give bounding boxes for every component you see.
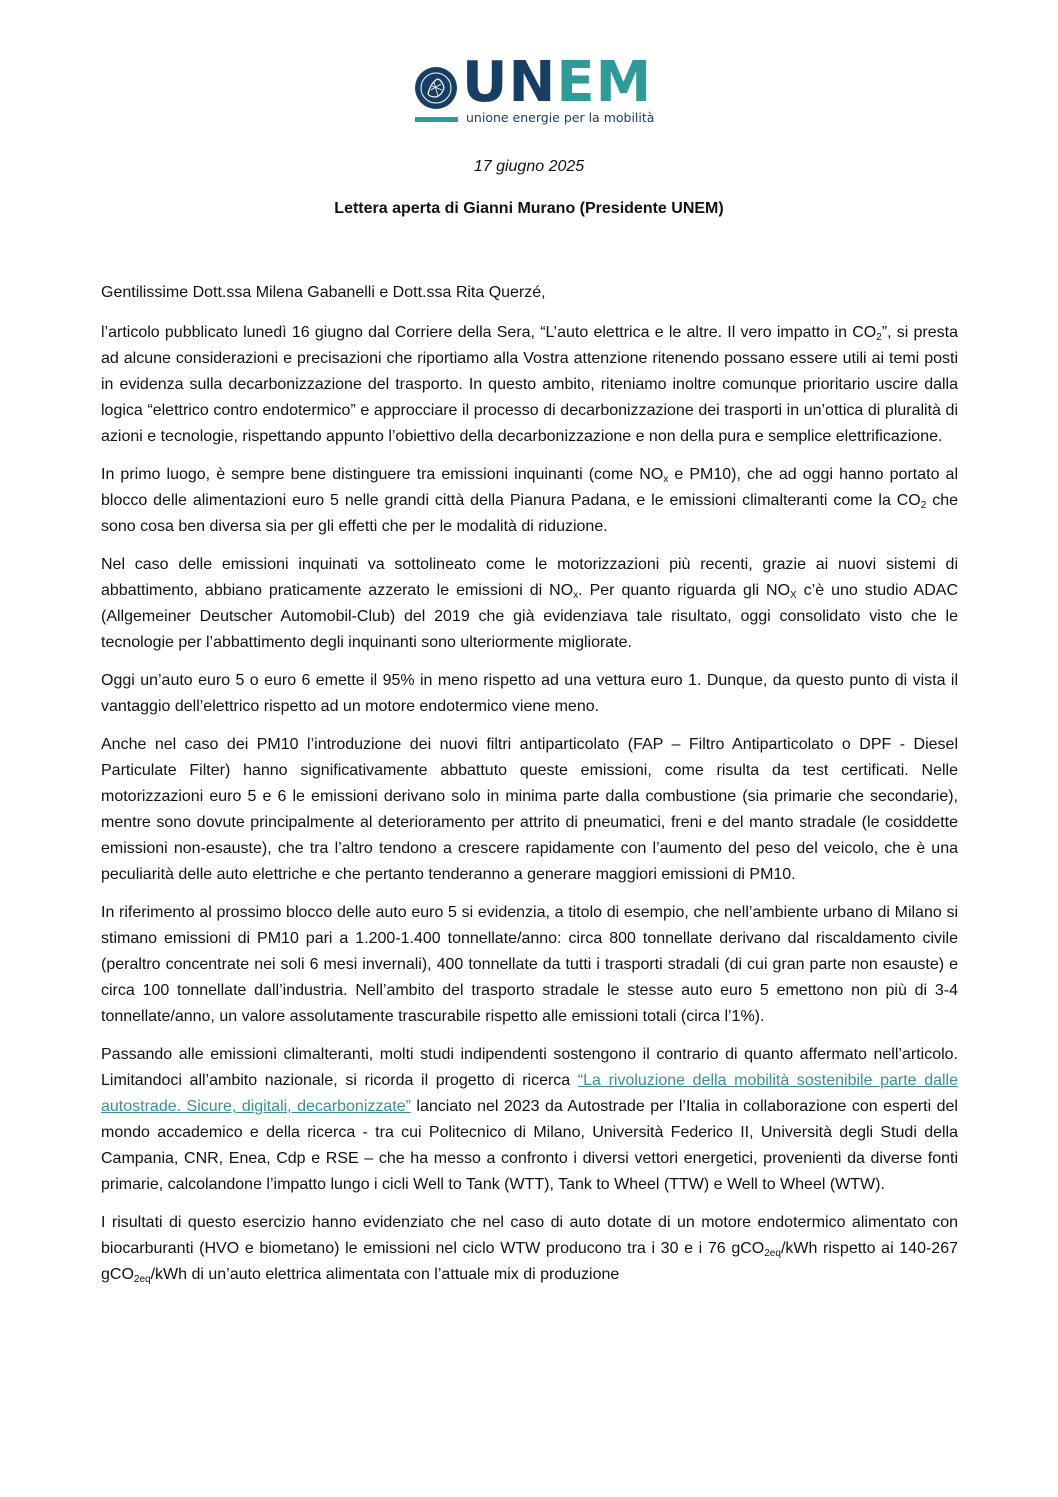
p7-text-a: Passando alle emissioni climalteranti, molti studi indipendenti sostengono il contrario di quanto affermato nell’articolo. Limitandoci all’ambito nazionale, si ricorda il progetto di ricerca [101, 1046, 958, 1089]
p2-text-c: che sono cosa ben diversa sia per gli effetti che per le modalità di riduzione. [101, 492, 959, 535]
paragraph-5: Anche nel caso dei PM10 l’introduzione dei nuovi filtri antiparticolato (FAP – Filtro Antiparticolato o DPF - Diesel Particulate Filter) hanno significativamente abbattuto queste emissioni, come risulta da test certificati. Nelle motorizzazioni euro 5 e 6 le emissioni derivano solo in minima parte dalla combustione (sia primarie che secondarie), mentre sono dovute principalmente al deterioramento per attrito di pneumatici, freni e del manto stradale (le cosiddette emissioni non-esauste), che tra l’altro tendono a crescere rapidamente con l’aumento del peso del veicolo, che è una peculiarità delle auto elettriche e che pertanto tenderanno a generare maggiori emissioni di PM10. [101, 736, 958, 883]
paragraph-7 [101, 1042, 958, 1198]
letter-heading: Lettera aperta di Gianni Murano (Presidente UNEM) [334, 200, 724, 217]
p3-subscript-1: x [573, 590, 579, 601]
p2-text-b: e PM10), che ad oggi hanno portato al blocco delle alimentazioni euro 5 nelle grandi città della Pianura Padana, e le emissioni climalteranti come la CO [101, 466, 958, 509]
salutation: Gentilissime Dott.ssa Milena Gabanelli e Dott.ssa Rita Querzé, [101, 284, 546, 301]
letter-body [101, 280, 958, 1300]
p1-text-b: ”, si presta ad alcune considerazioni e precisazioni che riportiamo alla Vostra attenzione ritenendo possano essere utili ai temi posti in evidenza sulla decarbonizzazione del trasporto. In questo ambito, riteniamo inoltre comunque prioritario uscire dalla logica “elettrico contro endotermico” e approcciare il processo di decarbonizzazione dei trasporti in un’ottica di pluralità di azioni e tecnologie, rispettando appunto l’obiettivo della decarbonizzazione e non della pura e semplice elettrificazione. [101, 324, 958, 445]
paragraph-2 [101, 462, 958, 540]
p8-text-b: /kWh rispetto ai 140-267 gCO [101, 1240, 958, 1283]
p8-text-a: I risultati di questo esercizio hanno evidenziato che nel caso di auto dotate di un motore endotermico alimentato con biocarburanti (HVO e biometano) le emissioni nel ciclo WTW producono tra i 30 e i 76 gCO [101, 1214, 958, 1257]
logo-tagline: unione energie per la mobilità [466, 110, 655, 125]
logo-accent-bar [415, 117, 458, 122]
p3-text-b: . Per quanto riguarda gli NO [578, 582, 791, 599]
paragraph-8 [101, 1210, 958, 1288]
p8-text-c: /kWh di un’auto elettrica alimentata con l’attuale mix di produzione [150, 1266, 620, 1283]
p2-subscript-1: x [663, 474, 669, 485]
p3-text-a: Nel caso delle emissioni inquinati va sottolineato come le motorizzazioni più recenti, grazie ai nuovi sistemi di abbattimento, abbiano praticamente azzerato le emissioni di NO [101, 556, 958, 599]
p3-subscript-2: X [790, 590, 797, 601]
paragraph-6: In riferimento al prossimo blocco delle auto euro 5 si evidenzia, a titolo di esempio, che nell’ambiente urbano di Milano si stimano emissioni di PM10 pari a 1.200-1.400 tonnellate/anno: circa 800 tonnellate derivano dal riscaldamento civile (peraltro concentrate nei soli 6 mesi invernali), 400 tonnellate da tutti i trasporti stradali (di cui gran parte non esauste) e circa 100 tonnellate dall’industria. Nell’ambito del trasporto stradale le stesse auto euro 5 emettono non più di 3-4 tonnellate/anno, un valore assolutamente trascurabile rispetto alle emissioni totali (circa l’1%). [101, 904, 958, 1025]
p1-subscript: 2 [876, 332, 882, 343]
italy-emblem-icon [414, 66, 458, 110]
logo-wordmark-un: UN [462, 50, 557, 115]
p8-subscript-1: 2eq [764, 1248, 781, 1259]
paragraph-1 [101, 320, 958, 450]
paragraph-3 [101, 552, 958, 656]
letter-date: 17 giugno 2025 [473, 158, 585, 175]
p3-text-c: c’è uno studio ADAC (Allgemeiner Deutscher Automobil-Club) del 2019 che già evidenziava tale risultato, oggi consolidato visto che le tecnologie per l’abbattimento degli inquinanti sono ulteriormente migliorate. [101, 582, 959, 651]
logo-wordmark [462, 52, 652, 114]
p2-text-a: In primo luogo, è sempre bene distinguere tra emissioni inquinanti (come NO [101, 466, 664, 483]
logo-wordmark-em: EM [556, 50, 653, 115]
p8-subscript-2: 2eq [133, 1274, 151, 1285]
paragraph-4: Oggi un’auto euro 5 o euro 6 emette il 95% in meno rispetto ad una vettura euro 1. Dunque, da questo punto di vista il vantaggio dell’elettrico rispetto ad un motore endotermico viene meno. [101, 672, 958, 715]
p1-text-a: l’articolo pubblicato lunedì 16 giugno dal Corriere della Sera, “L’auto elettrica e le altre. Il vero impatto in CO [101, 324, 877, 341]
research-project-link[interactable]: “La rivoluzione della mobilità sostenibile parte dalle autostrade. Sicure, digitali, decarbonizzate” [101, 1072, 958, 1115]
p2-subscript-2: 2 [920, 500, 927, 511]
unem-logo [414, 50, 655, 128]
p7-text-b: lanciato nel 2023 da Autostrade per l’Italia in collaborazione con esperti del mondo accademico e della ricerca - tra cui Politecnico di Milano, Università Federico II, Università degli Studi della Campania, CNR, Enea, Cdp e RSE – che ha messo a confronto i diversi vettori energetici, provenienti da diverse fonti primarie, calcolandone l’impatto lungo i cicli Well to Tank (WTT), Tank to Wheel (TTW) e Well to Wheel (WTW). [101, 1098, 958, 1193]
